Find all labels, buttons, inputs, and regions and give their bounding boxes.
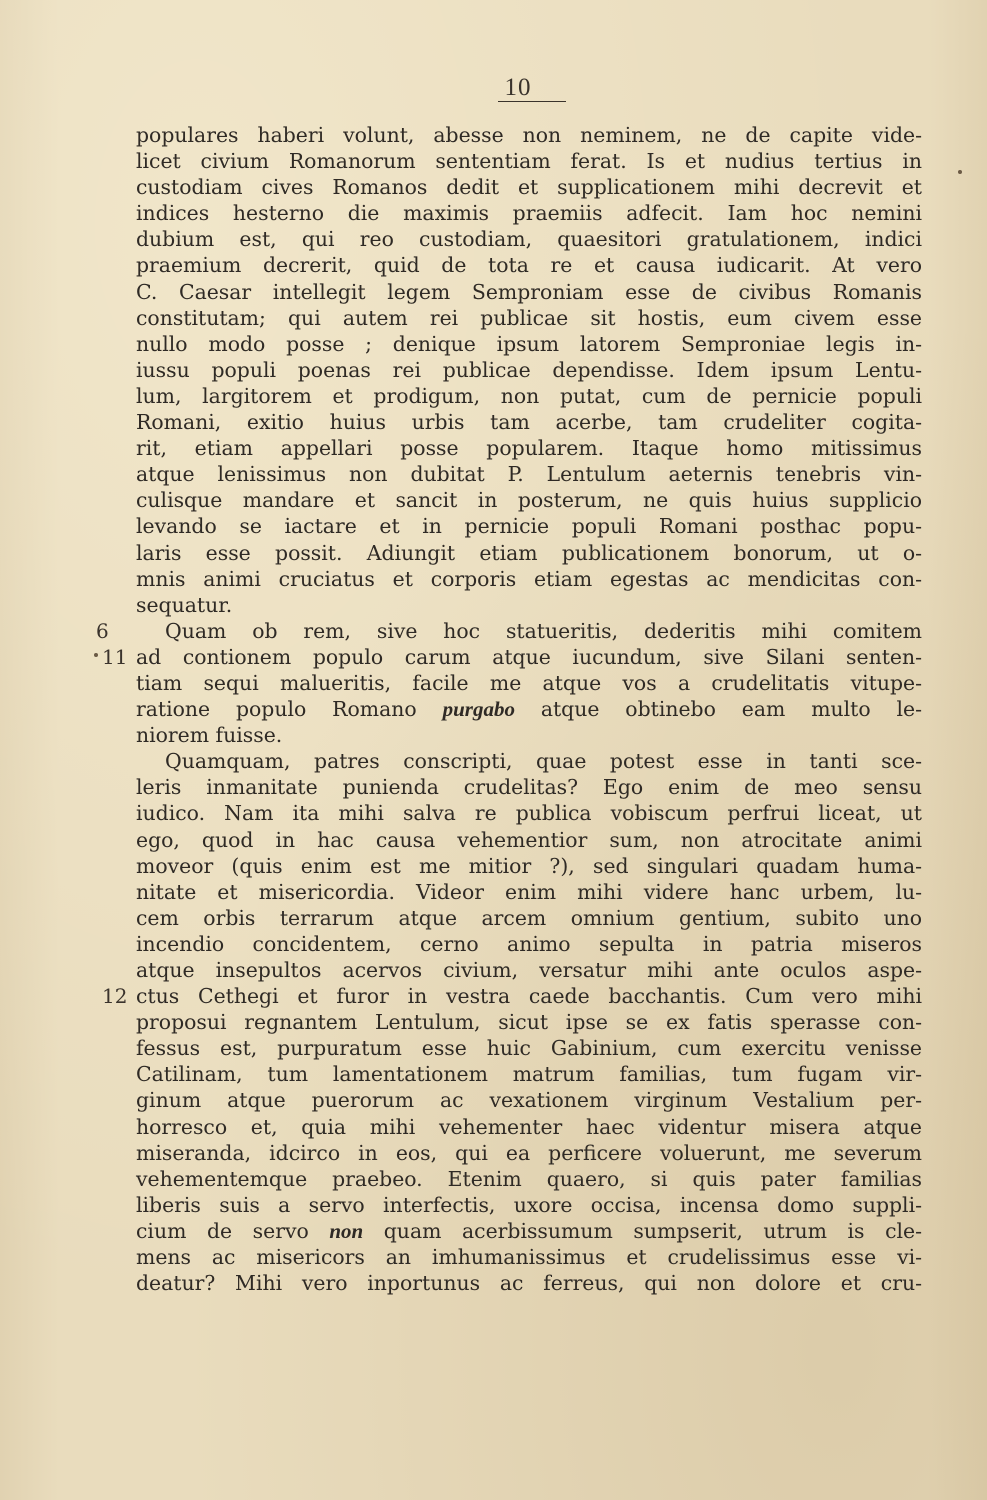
text-line [136,1035,922,1061]
text-line [136,435,922,461]
section-number: 6 [96,618,109,643]
line-text: custodiam cives Romanos dedit et supplicationem mihi decrevit et [136,175,922,200]
line-text: rit, etiam appellari posse popularem. Itaque homo mitissimus [136,436,922,461]
line-text: C. Caesar intellegit legem Semproniam esse de civibus Romanis [136,279,922,304]
text-line [136,1140,922,1166]
text-line [136,696,922,722]
line-text: incendio concidentem, cerno animo sepulta in patria miseros [136,931,922,956]
line-text: Catilinam, tum lamentationem matrum familias, tum fugam vir- [136,1062,922,1087]
line-text: fessus est, purpuratum esse huic Gabinium, cum exercitu venisse [136,1036,922,1061]
section-number: 12 [102,984,128,1009]
text-line [102,983,922,1009]
text-line [136,1009,922,1035]
text-line [136,122,922,148]
text-line [136,1244,922,1270]
line-text: culisque mandare et sancit in posterum, ne quis huius supplicio [136,488,922,513]
line-text: sequatur. [136,592,233,617]
line-text: Quamquam, patres conscripti, quae potest esse in tanti sce- [165,749,922,774]
line-text: nullo modo posse ; denique ipsum latorem Semproniae legis in- [136,331,922,356]
line-text: leris inmanitate punienda crudelitas? Ego enim de meo sensu [136,775,922,800]
text-line [136,592,922,618]
text-line [136,1218,922,1244]
line-text: dubium est, qui reo custodiam, quaesitori gratulationem, indici [136,227,922,252]
line-text: mnis animi cruciatus et corporis etiam egestas ac mendicitas con- [136,566,922,591]
text-line [136,252,922,278]
line-text: populares haberi volunt, abesse non neminem, ne de capite vide- [136,123,922,147]
text-line [136,148,922,174]
line-text: levando se iactare et in pernicie populi Romani posthac popu- [136,514,922,539]
line-text: liberis suis a servo interfectis, uxore occisa, incensa domo suppli- [136,1192,922,1217]
text-line [136,226,922,252]
text-line [136,879,922,905]
text-line [136,487,922,513]
line-text: niorem fuisse. [136,723,283,748]
text-line [136,1270,922,1296]
text-line [136,409,922,435]
text-line [136,957,922,983]
text-line [136,905,922,931]
line-text: atque insepultos acervos civium, versatur mihi ante oculos aspe- [136,958,922,982]
text-line [136,357,922,383]
line-text: praemium decrerit, quid de tota re et causa iudicarit. At vero [136,253,922,278]
line-text: Quam ob rem, sive hoc statueritis, dederitis mihi comitem [165,618,922,643]
text-line [136,1192,922,1218]
line-text: miseranda, idcirco in eos, qui ea perficere voluerunt, me severum [136,1140,922,1165]
line-text: atque lenissimus non dubitat P. Lentulum aeternis tenebris vin- [136,462,922,487]
text-line [136,853,922,879]
text-line [136,722,922,748]
text-line [136,800,922,826]
text-line [136,670,922,696]
text-line [136,1087,922,1113]
line-text-continued: atque obtinebo eam multo le- [514,697,923,722]
line-text: Romani, exitio huius urbis tam acerbe, tam crudeliter cogita- [136,410,922,435]
text-line [136,279,922,305]
text-line [136,774,922,800]
text-line [136,383,922,409]
section-number: 11 [102,644,128,669]
line-text: iussu populi poenas rei publicae dependisse. Idem ipsum Lentu- [136,357,922,382]
line-text: indices hesterno die maximis praemiis adfecit. Iam hoc nemini [136,201,922,226]
text-line [136,513,922,539]
line-text-continued: quam acerbissumum sumpserit, utrum is cle- [363,1218,922,1243]
line-text: cium de servo [136,1218,309,1243]
text-line [102,644,922,670]
text-line [136,1114,922,1140]
text-line [136,174,922,200]
page-number-rule [498,101,566,102]
text-line [136,540,922,566]
page-number: 10 [504,74,532,101]
line-text: deatur? Mihi vero inportunus ac ferreus, qui non dolore et cru- [136,1271,922,1296]
line-text: iudico. Nam ita mihi salva re publica vobiscum perfrui liceat, ut [136,801,922,826]
margin-speck-left [94,653,98,657]
line-text: ego, quod in hac causa vehementior sum, non atrocitate animi [136,827,922,852]
line-text: proposui regnantem Lentulum, sicut ipse se ex fatis sperasse con- [136,1010,922,1035]
line-text: moveor (quis enim est me mitior ?), sed singulari quadam huma- [136,853,922,878]
emphasized-word: purgabo [442,697,515,722]
text-line [136,1166,922,1192]
line-text: horresco et, quia mihi vehementer haec videntur misera atque [136,1114,922,1139]
text-line [96,618,922,644]
line-text: constitutam; qui autem rei publicae sit hostis, eum civem esse [136,305,922,330]
line-text: ad contionem populo carum atque iucundum, sive Silani senten- [136,644,922,669]
text-line [136,931,922,957]
margin-speck [958,170,962,174]
line-text: nitate et misericordia. Videor enim mihi videre hanc urbem, lu- [136,879,922,904]
text-line [136,200,922,226]
text-line [136,331,922,357]
line-text: lum, largitorem et prodigum, non putat, cum de pernicie populi [136,383,922,408]
line-text: laris esse possit. Adiungit etiam publicationem bonorum, ut o- [136,540,922,565]
line-text: licet civium Romanorum sententiam ferat. Is et nudius tertius in [136,149,922,174]
emphasized-word: non [329,1218,364,1243]
text-line [136,1061,922,1087]
line-text: vehementemque praebeo. Etenim quaero, si quis pater familias [136,1166,922,1191]
body-text [96,122,923,1296]
text-line [136,827,922,853]
line-text: mens ac misericors an imhumanissimus et crudelissimus esse vi- [136,1245,922,1270]
text-line [136,566,922,592]
line-text: ratione populo Romano [136,697,417,722]
text-line [136,748,922,774]
text-line [136,461,922,487]
line-text: cem orbis terrarum atque arcem omnium gentium, subito uno [136,905,922,930]
line-text: ctus Cethegi et furor in vestra caede bacchantis. Cum vero mihi [136,984,922,1009]
line-text: tiam sequi malueritis, facile me atque vos a crudelitatis vitupe- [136,670,922,695]
text-line [136,305,922,331]
line-text: ginum atque puerorum ac vexationem virginum Vestalium per- [136,1088,922,1113]
